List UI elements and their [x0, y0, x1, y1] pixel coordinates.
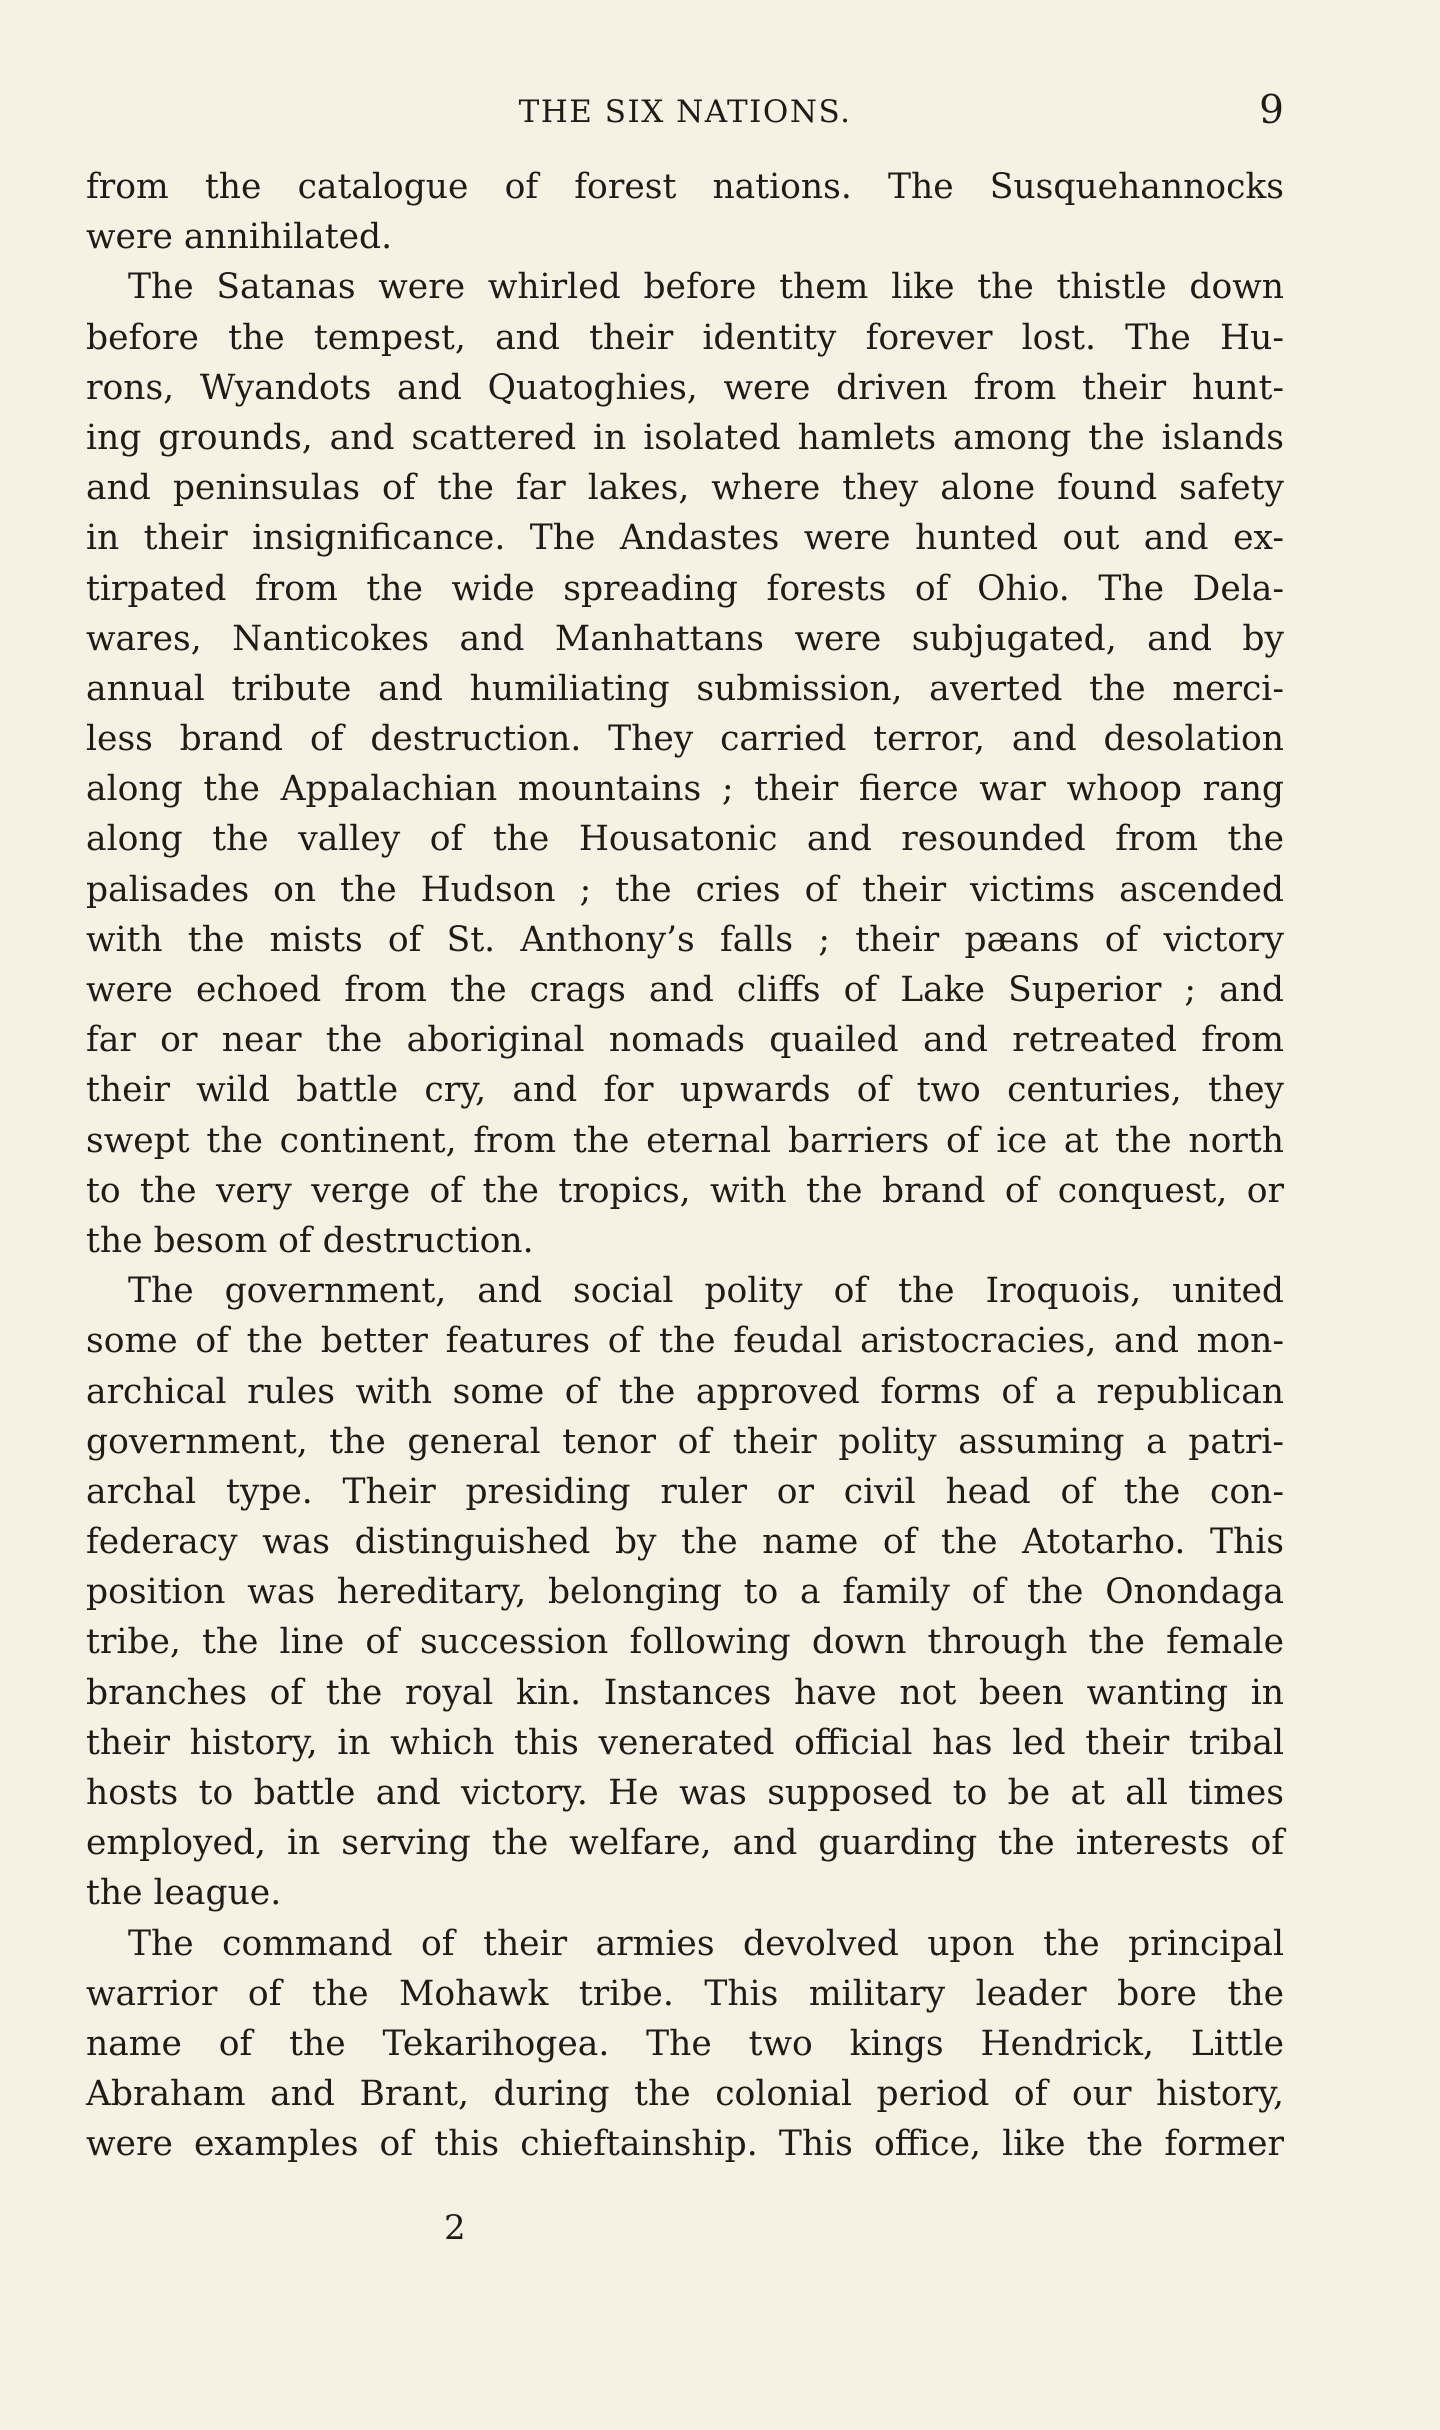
- text-line: ing grounds, and scattered in isolated hamlets among the islands: [86, 417, 1284, 458]
- text-line: annual tribute and humiliating submission, averted the merci-: [86, 668, 1284, 709]
- text-line: far or near the aboriginal nomads quailed and retreated from: [86, 1020, 1284, 1061]
- text-line: position was hereditary, belonging to a family of the Onondaga: [86, 1572, 1284, 1613]
- text-line: tirpated from the wide spreading forests of Ohio. The Dela-: [86, 568, 1284, 609]
- text-line: with the mists of St. Anthony’s falls ; their pæans of victory: [86, 919, 1284, 960]
- running-title: THE SIX NATIONS.: [518, 94, 852, 130]
- text-line: their wild battle cry, and for upwards of two centuries, they: [86, 1070, 1284, 1111]
- text-line: palisades on the Hudson ; the cries of their victims ascended: [86, 869, 1284, 910]
- text-line: less brand of destruction. They carried terror, and desolation: [86, 719, 1284, 760]
- signature-mark: 2: [444, 2208, 466, 2248]
- text-line: swept the continent, from the eternal barriers of ice at the north: [86, 1120, 1284, 1161]
- text-line: government, the general tenor of their polity assuming a patri-: [86, 1421, 1284, 1462]
- text-line: hosts to battle and victory. He was supposed to be at all times: [86, 1773, 1284, 1813]
- text-line: rons, Wyandots and Quatoghies, were driven from their hunt-: [86, 367, 1284, 408]
- text-line: employed, in serving the welfare, and guarding the interests of: [86, 1823, 1284, 1864]
- text-line: from the catalogue of forest nations. The Susquehannocks: [86, 167, 1284, 207]
- text-line: before the tempest, and their identity forever lost. The Hu-: [86, 317, 1284, 358]
- text-line: name of the Tekarihogea. The two kings Hendrick, Little: [86, 2023, 1284, 2064]
- text-line: their history, in which this venerated official has led their tribal: [86, 1722, 1284, 1763]
- text-line: were examples of this chieftainship. This office, like the former: [86, 2124, 1284, 2165]
- page-number: 9: [1259, 88, 1284, 133]
- text-line: the league.: [86, 1873, 282, 1914]
- text-line: archal type. Their presiding ruler or civil head of the con-: [86, 1471, 1284, 1512]
- text-line: wares, Nanticokes and Manhattans were subjugated, and by: [86, 618, 1284, 659]
- running-header: [86, 84, 1284, 142]
- text-line: were echoed from the crags and cliffs of Lake Superior ; and: [86, 970, 1284, 1010]
- text-line: warrior of the Mohawk tribe. This military leader bore the: [86, 1973, 1284, 2014]
- text-line: the besom of destruction.: [86, 1220, 534, 1261]
- text-line: The Satanas were whirled before them like the thistle down: [128, 267, 1284, 308]
- text-line: federacy was distinguished by the name of the Atotarho. This: [86, 1522, 1284, 1563]
- text-line: tribe, the line of succession following down through the female: [86, 1622, 1284, 1663]
- text-line: to the very verge of the tropics, with the brand of conquest, or: [86, 1170, 1284, 1211]
- text-line: archical rules with some of the approved forms of a republican: [86, 1371, 1284, 1412]
- text-line: some of the better features of the feudal aristocracies, and mon-: [86, 1321, 1284, 1362]
- text-line: Abraham and Brant, during the colonial period of our history,: [86, 2074, 1284, 2115]
- text-line: along the valley of the Housatonic and resounded from the: [86, 819, 1284, 860]
- body-text: [86, 162, 1284, 2170]
- text-line: The government, and social polity of the Iroquois, united: [128, 1271, 1284, 1312]
- text-line: were annihilated.: [86, 217, 393, 258]
- text-line: in their insignificance. The Andastes were hunted out and ex-: [86, 518, 1284, 559]
- text-line: branches of the royal kin. Instances have not been wanting in: [86, 1672, 1284, 1713]
- text-line: along the Appalachian mountains ; their fierce war whoop rang: [86, 769, 1284, 810]
- text-line: and peninsulas of the far lakes, where they alone found safety: [86, 468, 1284, 509]
- text-line: The command of their armies devolved upon the principal: [128, 1923, 1284, 1964]
